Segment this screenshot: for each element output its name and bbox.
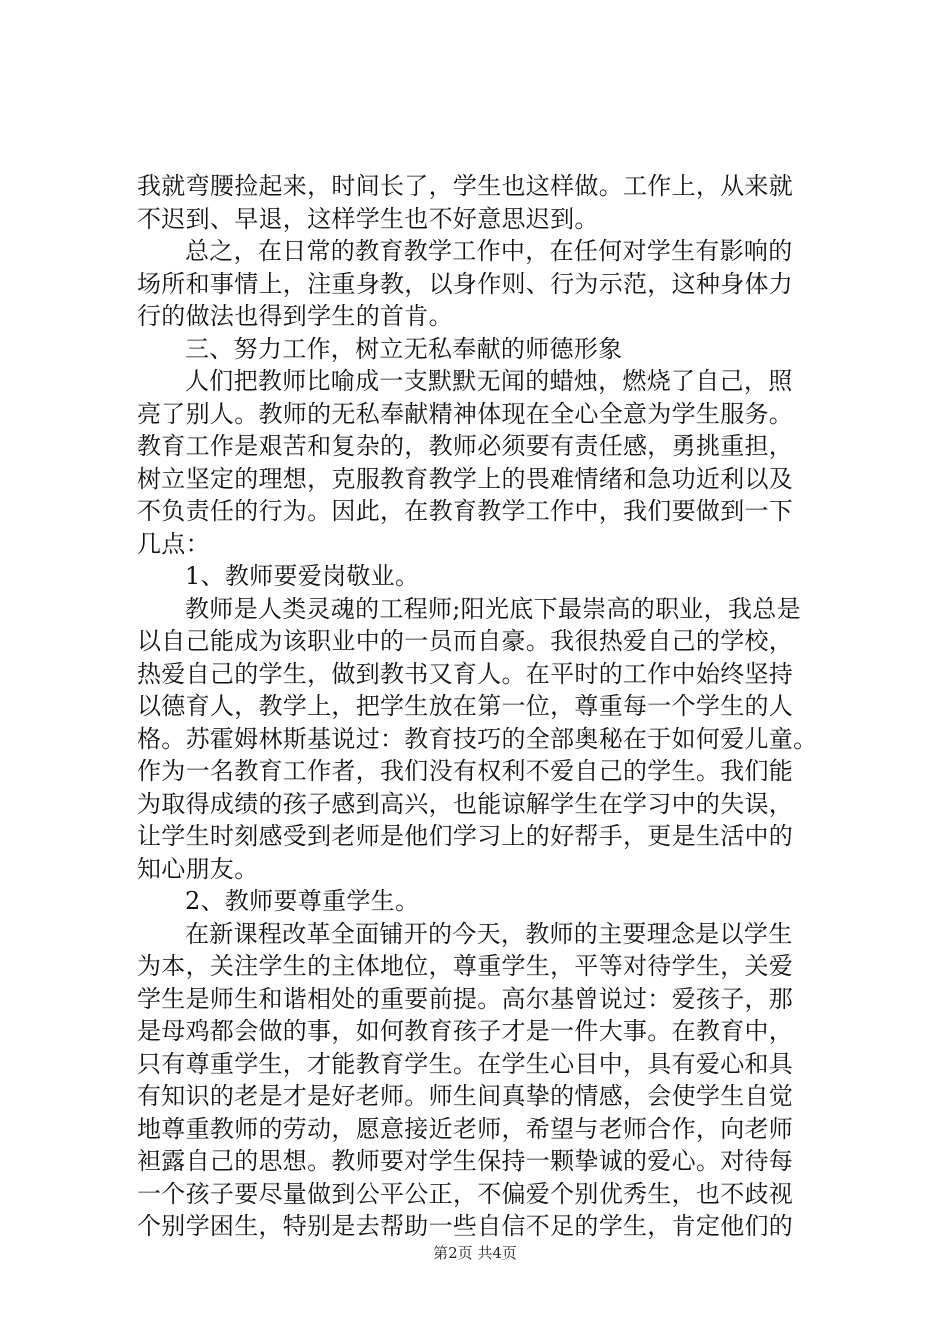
text-line: 不迟到、早退，这样学生也不好意思迟到。 <box>137 204 599 233</box>
text-line: 三、努力工作，树立无私奉献的师德形象 <box>185 334 623 363</box>
text-line: 几点： <box>137 529 210 558</box>
text-line: 教育工作是艰苦和复杂的，教师必须要有责任感，勇挑重担， <box>137 432 794 460</box>
text-line: 总之，在日常的教育教学工作中，在任何对学生有影响的 <box>185 237 793 265</box>
text-line: 行的做法也得到学生的首肯。 <box>137 302 453 330</box>
text-line: 让学生时刻感受到老师是他们学习上的好帮手，更是生活中的 <box>137 822 794 850</box>
body-text <box>137 170 837 1243</box>
text-line: 在新课程改革全面铺开的今天，教师的主要理念是以学生 <box>185 919 793 948</box>
text-line: 袒露自己的思想。教师要对学生保持一颗挚诚的爱心。对待每 <box>137 1147 794 1175</box>
text-line: 树立坚定的理想，克服教育教学上的畏难情绪和急功近利以及 <box>137 464 794 493</box>
text-line: 是母鸡都会做的事，如何教育孩子才是一件大事。在教育中， <box>137 1017 794 1045</box>
text-line: 场所和事情上，注重身教，以身作则、行为示范，这种身体力 <box>137 269 794 298</box>
text-line: 以自己能成为该职业中的一员而自豪。我很热爱自己的学校， <box>137 627 794 655</box>
text-line: 亮了别人。教师的无私奉献精神体现在全心全意为学生服务。 <box>137 399 794 428</box>
text-line: 为取得成绩的孩子感到高兴，也能谅解学生在学习中的失误， <box>137 789 794 818</box>
text-line: 格。苏霍姆林斯基说过：教育技巧的全部奥秘在于如何爱儿童。 <box>137 724 818 753</box>
text-line: 个别学困生，特别是去帮助一些自信不足的学生，肯定他们的 <box>137 1212 794 1240</box>
text-line: 我就弯腰捡起来，时间长了，学生也这样做。工作上，从来就 <box>137 172 794 200</box>
text-line: 1、教师要爱岗敬业。 <box>185 562 420 590</box>
text-line: 热爱自己的学生，做到教书又育人。在平时的工作中始终坚持 <box>137 659 794 688</box>
text-line: 学生是师生和谐相处的重要前提。高尔基曾说过：爱孩子，那 <box>137 984 794 1013</box>
text-line: 作为一名教育工作者，我们没有权利不爱自己的学生。我们能 <box>137 757 794 785</box>
text-line: 不负责任的行为。因此，在教育教学工作中，我们要做到一下 <box>137 497 794 525</box>
text-line: 一个孩子要尽量做到公平公正，不偏爱个别优秀生，也不歧视 <box>137 1179 794 1208</box>
text-line: 以德育人，教学上，把学生放在第一位，尊重每一个学生的人 <box>137 692 794 720</box>
page-footer: 第2页 共4页 <box>433 1244 517 1262</box>
text-line: 有知识的老是才是好老师。师生间真挚的情感，会使学生自觉 <box>137 1082 794 1110</box>
text-line: 2、教师要尊重学生。 <box>185 887 420 915</box>
text-line: 知心朋友。 <box>137 854 259 883</box>
text-line: 教师是人类灵魂的工程师;阳光底下最崇高的职业，我总是 <box>185 594 801 623</box>
text-line: 为本，关注学生的主体地位，尊重学生，平等对待学生，关爱 <box>137 952 794 980</box>
text-line: 人们把教师比喻成一支默默无闻的蜡烛，燃烧了自己，照 <box>185 367 793 395</box>
text-line: 地尊重教师的劳动，愿意接近老师，希望与老师合作，向老师 <box>137 1114 794 1143</box>
text-line: 只有尊重学生，才能教育学生。在学生心目中，具有爱心和具 <box>137 1049 794 1078</box>
